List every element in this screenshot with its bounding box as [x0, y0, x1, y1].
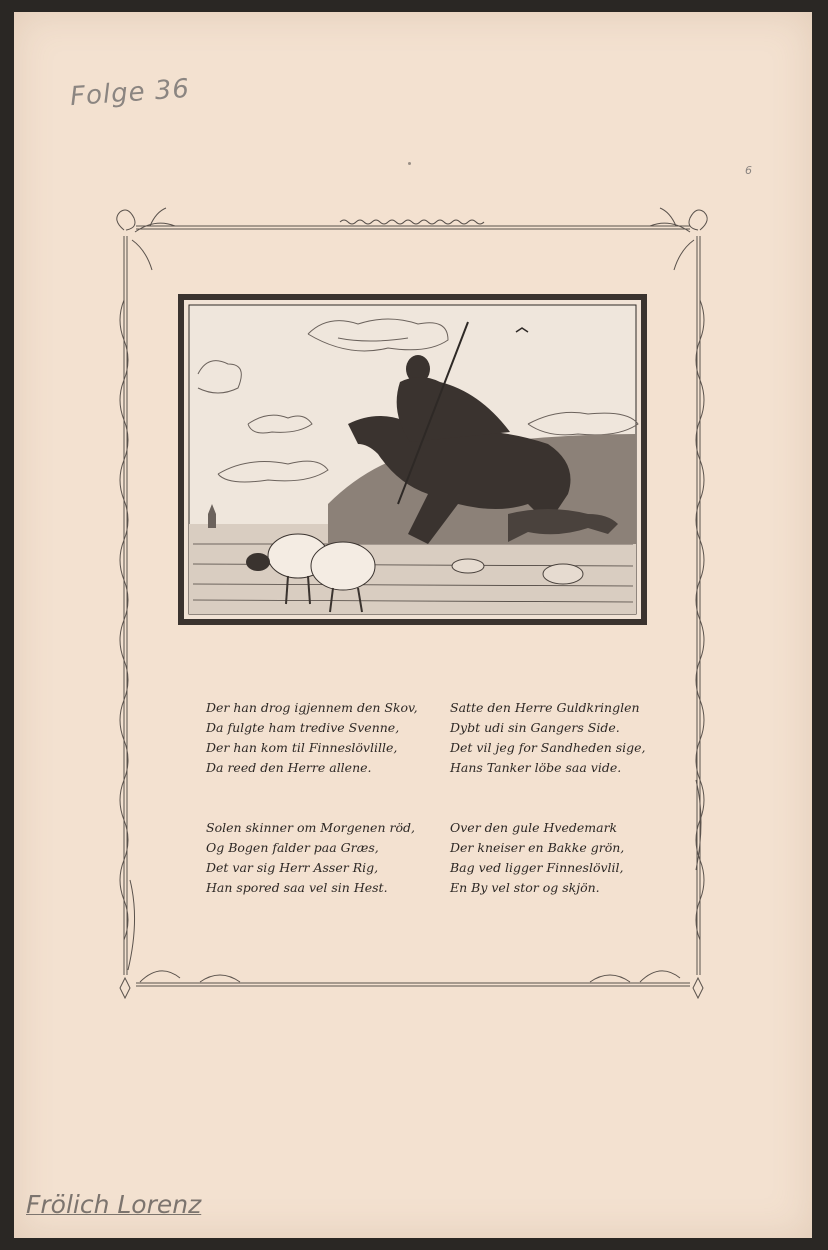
verse-line: Det var sig Herr Asser Rig,	[206, 860, 379, 875]
verse-line: Bag ved ligger Finneslövlil,	[450, 860, 624, 875]
verse-line: Og Bogen falder paa Græs,	[206, 840, 379, 855]
verse-line: Da fulgte ham tredive Svenne,	[206, 720, 400, 735]
stanza-1	[206, 698, 418, 778]
stanza-4	[450, 818, 624, 898]
verse-line: Over den gule Hvedemark	[450, 820, 618, 835]
verse-line: Der kneiser en Bakke grön,	[450, 840, 625, 855]
pencil-annotation-folge: Folge 36	[69, 73, 191, 113]
verse-line: Han spored saa vel sin Hest.	[206, 880, 388, 895]
stanza-2	[450, 698, 646, 778]
stanza-3	[206, 818, 415, 898]
etching-illustration	[178, 294, 647, 625]
verse-line: Det vil jeg for Sandheden sige,	[450, 740, 646, 755]
verse-line: Hans Tanker löbe saa vide.	[450, 760, 622, 775]
verse-line: Da reed den Herre allene.	[206, 760, 372, 775]
verse-line: Satte den Herre Guldkringlen	[450, 700, 640, 715]
verse-line: Der han drog igjennem den Skov,	[206, 700, 418, 715]
pencil-page-number: 6	[745, 164, 752, 177]
verse-line: Dybt udi sin Gangers Side.	[450, 720, 620, 735]
verse-line: En By vel stor og skjön.	[450, 880, 600, 895]
verse-line: Solen skinner om Morgenen röd,	[206, 820, 415, 835]
pencil-signature: Frölich Lorenz	[26, 1190, 202, 1219]
verse-line: Der han kom til Finneslövlille,	[206, 740, 398, 755]
